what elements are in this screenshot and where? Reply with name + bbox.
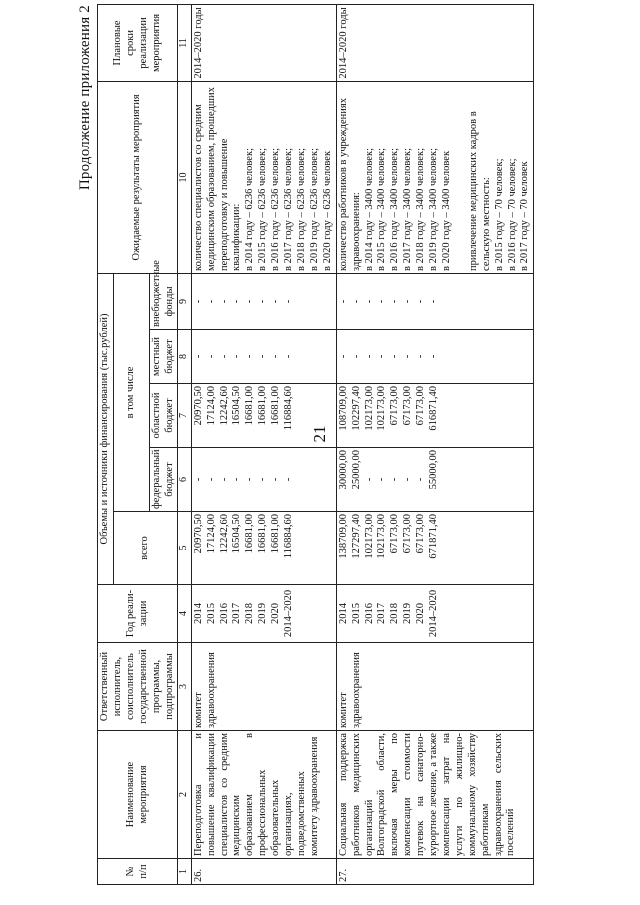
header-year: Год реали-зации <box>98 585 178 643</box>
col-number: 1 <box>178 859 191 885</box>
col-number: 9 <box>178 273 191 329</box>
planned-term: 2014–2020 годы <box>191 4 336 81</box>
col-number: 6 <box>178 448 191 512</box>
years-list: 2014 2015 2016 2017 2018 2019 2020 2014–2020 <box>191 585 336 643</box>
regional-values: 20970,50 17124,00 12242,60 16504,50 16681,00 16681,00 16681,00 116884,60 <box>191 384 336 448</box>
col-number: 7 <box>178 384 191 448</box>
table-row <box>191 4 336 884</box>
header-including: в том числе <box>113 273 149 511</box>
total-values: 138709,00 127297,40 102173,00 102173,00 67173,00 67173,00 67173,00 671871,40 <box>336 512 534 585</box>
header-local: местный бюджет <box>149 330 178 384</box>
extrabudget-values: - - - - - - - - <box>336 273 534 329</box>
header-name: Наименование мероприятия <box>98 731 178 859</box>
total-values: 20970,50 17124,00 12242,60 16504,50 16681,00 16681,00 16681,00 116884,60 <box>191 512 336 585</box>
local-values: - - - - - - - - <box>191 330 336 384</box>
header-total: всего <box>113 512 178 585</box>
col-number: 11 <box>178 4 191 81</box>
header-term: Плановые сроки реализации мероприятия <box>98 4 178 81</box>
rotated-page <box>77 5 637 885</box>
column-number-row <box>178 4 191 884</box>
federal-values: - - - - - - - - <box>191 448 336 512</box>
col-number: 4 <box>178 585 191 643</box>
header-result: Ожидаемые результаты мероприятия <box>98 81 178 273</box>
header-financing: Объемы и источники финансирования (тыс.рублей) <box>98 273 114 584</box>
measure-name: Социальная поддержка работников медицинских организаций Волгоградской области, включая меры по компенсации стоимости путевок на санаторно-курортное лечение, а также компенсации затрат на услуги по жилищно-коммунальному хозяйству работникам здравоохранения сельских поселений <box>336 731 534 859</box>
header-federal: федеральный бюджет <box>149 448 178 512</box>
col-number: 5 <box>178 512 191 585</box>
table-row <box>336 4 534 884</box>
header-number: № п/п <box>98 859 178 885</box>
measure-name: Переподготовка и повышение квалификации специалистов со средним медицинским образованием в профессиональных образовательных организациях, подведомственных комитету здравоохранения <box>191 731 336 859</box>
row-number: 27. <box>336 859 534 885</box>
col-number: 3 <box>178 643 191 731</box>
row-number: 26. <box>191 859 336 885</box>
expected-result: количество специалистов со средним медицинским образованием, прошедших переподготовку и повышение квалификации: в 2014 году – 6236 человек; в 2015 году – 6236 человек; в 2016 году – 6236 человек; в 2017 году – 6236 человек; в 2018 году – 6236 человек; в 2019 году – 6236 человек; в 2020 году – 6236 человек <box>191 81 336 273</box>
regional-values: 108709,00 102297,40 102173,00 102173,00 67173,00 67173,00 67173,00 616871,40 <box>336 384 534 448</box>
header-regional: областной бюджет <box>149 384 178 448</box>
executor: комитет здравоохранения <box>336 643 534 731</box>
col-number: 2 <box>178 731 191 859</box>
local-values: - - - - - - - - <box>336 330 534 384</box>
extrabudget-values: - - - - - - - - <box>191 273 336 329</box>
header-extrabudget: внебюджетные фонды <box>149 273 178 329</box>
header-executor: Ответственный исполнитель, соисполнитель государственной программы, подпрограммы <box>98 643 178 731</box>
page-number: 21 <box>310 425 329 443</box>
col-number: 10 <box>178 81 191 273</box>
years-list: 2014 2015 2016 2017 2018 2019 2020 2014–2020 <box>336 585 534 643</box>
planned-term: 2014–2020 годы <box>336 4 534 81</box>
continuation-title: Продолжение приложения 2 <box>77 5 93 191</box>
expected-result: количество работников в учреждениях здравоохранения: в 2014 году – 3400 человек; в 2015 году – 3400 человек; в 2016 году – 3400 человек; в 2017 году – 3400 человек; в 2018 году – 3400 человек; в 2019 году – 3400 человек; в 2020 году – 3400 человек привлечение медицинских кадров в сельскую местность: в 2015 году – 70 человек; в 2016 году – 70 человек; в 2017 году – 70 человек <box>336 81 534 273</box>
program-table <box>97 4 534 885</box>
executor: комитет здравоохранения <box>191 643 336 731</box>
federal-values: 30000,00 25000,00 - - - - - 55000,00 <box>336 448 534 512</box>
col-number: 8 <box>178 330 191 384</box>
